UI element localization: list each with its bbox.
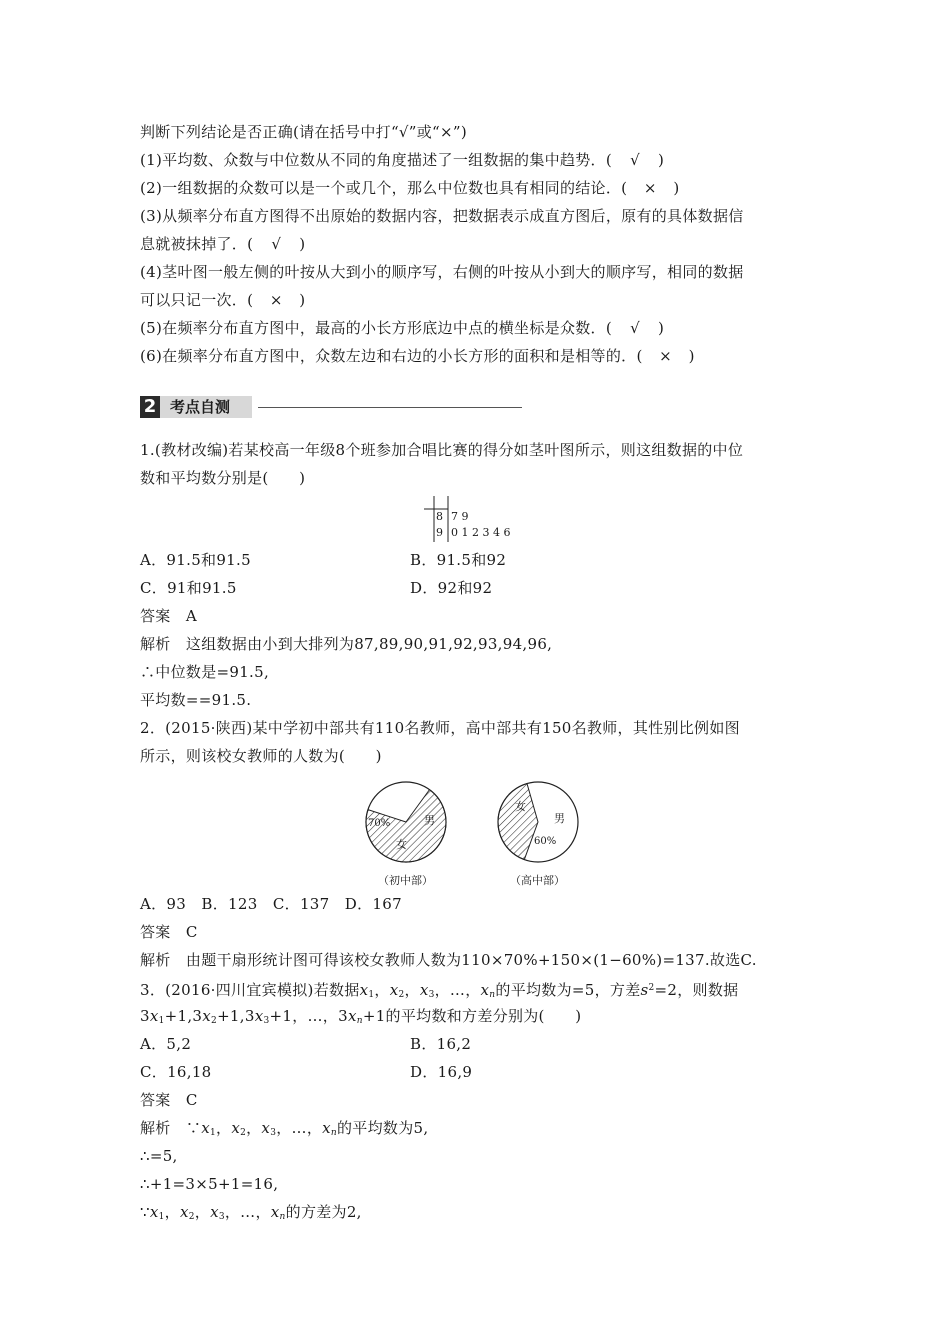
leaves-8: 7 9: [451, 510, 469, 523]
stem-leaf-plot: [424, 496, 534, 542]
q3-option-d: D．16,9: [410, 1063, 473, 1081]
q3-analysis: 解析 $\because x_1$，$x_2$，$x_3$，…，$x_n$的平均数为5,: [140, 1119, 429, 1138]
q1-analysis: 解析 这组数据由小到大排列为87,89,90,91,92,93,94,96,: [140, 635, 553, 653]
q2-options: A．93 B．123 C．137 D．167: [140, 895, 402, 913]
judge-mark-2: ×: [643, 179, 657, 197]
q3-step2: ∴+1=3×5+1=16,: [140, 1175, 279, 1193]
pie-charts: [360, 776, 600, 888]
judge-item-3-cont: 息就被抹掉了．( √ ): [140, 235, 306, 253]
q1-step1: ∴中位数是=91.5,: [140, 663, 270, 681]
q3-line1: 3．(2016·四川宜宾模拟)若数据$x_1$，$x_2$，$x_3$，…，$x_n$的平均数为=5，方差$s^2=2$，则数据: [140, 981, 739, 1000]
stem-8: 8: [436, 510, 443, 523]
q1-answer: 答案 A: [140, 607, 198, 625]
q3-step1: ∴=5,: [140, 1147, 178, 1165]
q2-answer: 答案 C: [140, 923, 198, 941]
q2-analysis: 解析 由题干扇形统计图可得该校女教师人数为110×70%+150×(1−60%)=137.故选C.: [140, 951, 757, 969]
q1-line1: 1.(教材改编)若某校高一年级8个班参加合唱比赛的得分如茎叶图所示，则这组数据的中位: [140, 441, 744, 459]
judge-item-1: (1)平均数、众数与中位数从不同的角度描述了一组数据的集中趋势．( √ ): [140, 151, 665, 169]
judge-mark-1: √: [630, 151, 640, 169]
judge-mark-3: √: [271, 235, 282, 253]
judge-mark-5: √: [630, 319, 640, 337]
q1-line2: 数和平均数分别是( ): [140, 469, 306, 487]
q1-option-a: A．91.5和91.5: [140, 551, 251, 569]
pie-senior-high: [498, 782, 578, 862]
pie1-female-label: 女: [396, 838, 407, 851]
pie1-male-label: 男: [424, 814, 435, 827]
section-header: [140, 394, 522, 420]
judge-mark-6: ×: [659, 347, 673, 365]
judge-item-2: (2)一组数据的众数可以是一个或几个，那么中位数也具有相同的结论．( × ): [140, 179, 680, 197]
q1-option-c: C．91和91.5: [140, 579, 237, 597]
q1-step2: 平均数==91.5.: [140, 691, 252, 709]
q3-option-b: B．16,2: [410, 1035, 472, 1053]
judge-mark-4: ×: [269, 291, 283, 309]
judge-item-4-cont: 可以只记一次．( × ): [140, 291, 306, 309]
pie2-pct-label: 60%: [534, 836, 557, 847]
pie2-caption: （高中部）: [510, 874, 565, 887]
pie1-pct-label: 70%: [368, 818, 391, 829]
judge-item-5: (5)在频率分布直方图中，最高的小长方形底边中点的横坐标是众数．( √ ): [140, 319, 665, 337]
q3-answer: 答案 C: [140, 1091, 198, 1109]
judge-item-4: (4)茎叶图一般左侧的叶按从大到小的顺序写，右侧的叶按从小到大的顺序写，相同的数据: [140, 263, 744, 281]
q1-option-d: D．92和92: [410, 579, 493, 597]
q1-option-b: B．91.5和92: [410, 551, 507, 569]
q3-option-c: C．16,18: [140, 1063, 212, 1081]
pie1-caption: （初中部）: [378, 874, 433, 887]
leaves-9: 0 1 2 3 4 6: [451, 526, 511, 539]
q3-step3: $\because x_1$，$x_2$，$x_3$，…，$x_n$的方差为2,: [140, 1203, 362, 1222]
stem-9: 9: [436, 526, 443, 539]
section-title: 考点自测: [160, 396, 252, 418]
judge-item-3: (3)从频率分布直方图得不出原始的数据内容，把数据表示成直方图后，原有的具体数据信: [140, 207, 744, 225]
section-rule: [258, 407, 522, 408]
section-number: 2: [140, 396, 160, 418]
judge-intro: 判断下列结论是否正确(请在括号中打“√”或“×”): [140, 123, 468, 141]
q3-line2: $3x_1+1,3x_2+1,3x_3+1$，…，$3x_n+1$的平均数和方差分别为( ): [140, 1007, 582, 1026]
pie2-female-label: 女: [515, 800, 526, 813]
judge-item-6: (6)在频率分布直方图中，众数左边和右边的小长方形的面积和是相等的．( × ): [140, 347, 695, 365]
q3-option-a: A．5,2: [140, 1035, 192, 1053]
pie2-male-label: 男: [554, 812, 565, 825]
q2-line1: 2．(2015·陕西)某中学初中部共有110名教师，高中部共有150名教师，其性别比例如图: [140, 719, 740, 737]
q2-line2: 所示，则该校女教师的人数为( ): [140, 747, 382, 765]
